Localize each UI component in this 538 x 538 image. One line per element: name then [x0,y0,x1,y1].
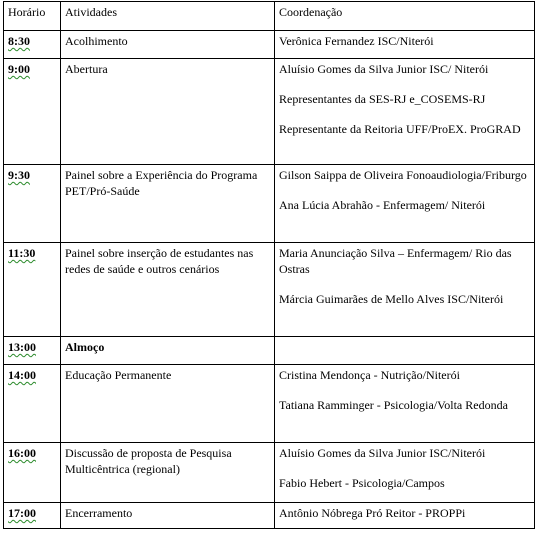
coordinator-name: Ana Lúcia Abrahão - Enfermagem/ Niterói [279,198,486,212]
coordinator-name: Verônica Fernandez ISC/Niterói [279,34,434,48]
table-row [4,365,535,443]
time-label: 16:00 [8,446,36,460]
coordinator-name: Cristina Mendonça - Nutrição/Niterói [279,368,460,382]
activity-cell: Encerramento [61,503,275,529]
schedule-table [3,1,535,529]
coordination-cell [275,165,535,243]
coordinator-name: Márcia Guimarães de Mello Alves ISC/Niterói [279,292,504,306]
table-row [4,59,535,165]
time-cell [4,243,61,337]
coordinator-name: Fabio Hebert - Psicologia/Campos [279,476,445,490]
time-label: 8:30 [8,34,30,48]
activity-cell: Abertura [61,59,275,165]
time-cell [4,443,61,503]
time-label: 14:00 [8,368,36,382]
coordination-cell [275,59,535,165]
time-cell [4,337,61,365]
coordination-cell [275,443,535,503]
table-row [4,337,535,365]
coordinator-name: Tatiana Ramminger - Psicologia/Volta Redonda [279,398,508,412]
table-row [4,443,535,503]
coordinator-name: Antônio Nóbrega Pró Reitor - PROPPi [279,506,466,520]
table-row [4,31,535,59]
activity-cell: Acolhimento [61,31,275,59]
coordination-cell [275,243,535,337]
header-activities: Atividades [61,2,275,31]
header-row [4,2,535,31]
time-label: 9:00 [8,62,30,76]
time-label: 11:30 [8,246,36,260]
time-cell [4,365,61,443]
activity-cell: Almoço [61,337,275,365]
header-time: Horário [4,2,61,31]
time-cell [4,59,61,165]
time-label: 9:30 [8,168,30,182]
coordination-cell [275,337,535,365]
coordination-cell [275,503,535,529]
time-cell [4,31,61,59]
activity-cell: Painel sobre a Experiência do Programa PET/Pró-Saúde [61,165,275,243]
table-row [4,243,535,337]
time-label: 13:00 [8,340,36,354]
coordination-cell [275,31,535,59]
header-coordination: Coordenação [275,2,535,31]
time-label: 17:00 [8,506,36,520]
coordinator-name: Representantes da SES-RJ e_COSEMS-RJ [279,92,486,106]
coordinator-name: Maria Anunciação Silva – Enfermagem/ Rio das Ostras [279,246,512,276]
table-row [4,165,535,243]
activity-cell: Painel sobre inserção de estudantes nas redes de saúde e outros cenários [61,243,275,337]
coordinator-name: Representante da Reitoria UFF/ProEX. ProGRAD [279,122,521,136]
coordination-cell [275,365,535,443]
time-cell [4,503,61,529]
coordinator-name: Aluísio Gomes da Silva Junior ISC/Niterói [279,446,486,460]
activity-cell: Discussão de proposta de Pesquisa Multicêntrica (regional) [61,443,275,503]
table-row [4,503,535,529]
activity-cell: Educação Permanente [61,365,275,443]
time-cell [4,165,61,243]
coordinator-name: Aluísio Gomes da Silva Junior ISC/ Niterói [279,62,489,76]
coordinator-name: Gilson Saippa de Oliveira Fonoaudiologia/Friburgo [279,168,527,182]
